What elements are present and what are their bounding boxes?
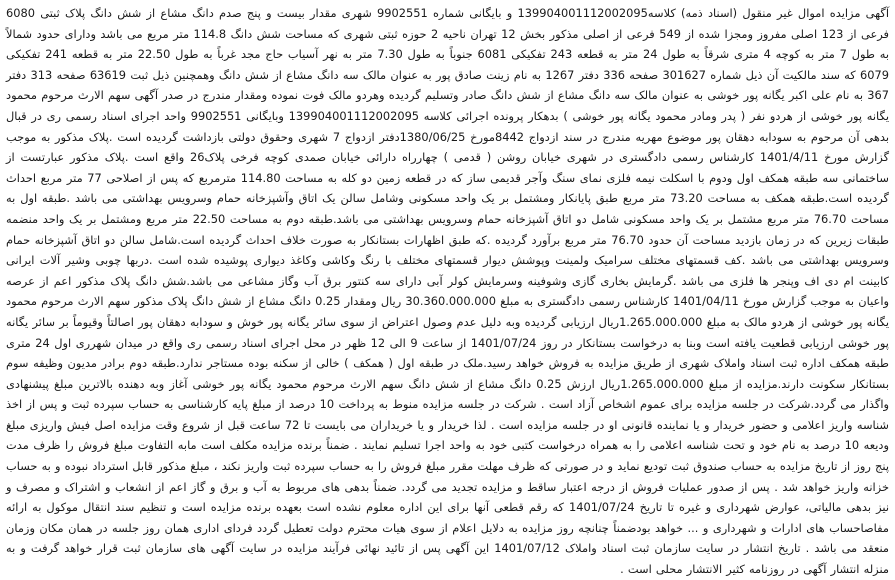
auction-notice-text: آگهی مزایده اموال غیر منقول (اسناد ذمه) کلاسه139904001112002095 و بایگانی شماره 9902551 شهری مقدار بیست و پنج صدم دانگ مشاع از شش دانگ پلاک ثبتی 6080 فرعی از 123 اصلی مفروز ومجزا شده از 549 فرعی از اصلی مذکور بخش 12 تهران ناحیه 2 حوزه ثبتی شهری که مساحت شش دانگ 114.8 متر مربع می باشد ودارای حدود شمالاً به طول 7 متر به کوچه 4 متری شرقاً به طول 24 متر به قطعه 243 تفکیکی 6081 جنوباً به طول 7.30 متر به نهر آسیاب حاج مجد غرباً به طول 22.50 متر به قطعه 241 تفکیکی 6079 که سند مالکیت آن ذیل شماره 301627 صفحه 336 دفتر 1267 به نام زینت صادق پور به عنوان مالک سه دانگ مشاع از شش دانگ وهمچنین ذیل ثبت 63619 صفحه 313 دفتر 367 به نام علی اکبر یگانه پور خوشی به عنوان مالک سه دانگ مشاع از شش دانگ صادر وتسلیم گردیده وهردو مالک فوت نموده ومقدار مندرج در صدر آگهی سهم الارث مرحوم محمود یگانه پور خوشی از هردو نفر ( پدر ومادر محمود یگانه پور خوشی ) بدهکار پرونده اجرائی کلاسه 139904001112002095 وبایگانی 9902551 واحد اجرای اسناد رسمی ری در قبال بدهی آن مرحوم به سودابه دهقان پور موضوع مهریه مندرج در سند ازدواج 8442مورخ 1380/06/25دفتر ازدواج 7 شهری وحقوق دولتی بازداشت گردیده است .پلاک مذکور به موجب گزارش مورخ 1401/4/11 کارشناس رسمی دادگستری در شهری خیابان روشن ( قدمی ) چهارراه دارائی خیابان صمدی کوچه فرخی پلاک26 واقع است .پلاک مذکور عبارتست از ساختمانی سه طبقه همکف اول ودوم با اسکلت نیمه فلزی نمای سنگ وآجر قدیمی ساز که در قطعه زمین دو کله به مساحت 114.80 مترمربع که پس از اصلاحی 77 متر مربع احداث گردیده است.طبقه همکف به مساحت 73.20 متر مربع طبق پایانکار ومشتمل بر یک واحد مسکونی وشامل سالن یک اتاق وآشپزخانه حمام وسرویس بهداشتی می باشد .طبقه اول به مساحت 76.70 متر مربع مشتمل بر یک واحد مسکونی شامل دو اتاق آشپزخانه حمام وسرویس بهداشتی می باشد.طبقه دوم به مساحت 22.50 متر مربع ومشتمل بر یک واحد منضمه طبقات زیرین که در زمان بازدید مساحت آن حدود 76.70 متر مربع برآورد گردیده .که طبق اظهارات بستانکار به صورت خلاف احداث گردیده است.شامل سالن دو اتاق آشپزخانه حمام وسرویس بهداشتی می باشد .کف قسمتهای مختلف سرامیک ولمینت وپوشش دیوار قسمتهای مختلف با رنگ وکاشی وکاغذ دیواری پوشیده شده است .دربها چوبی وشیر آلات ایرانی کابینت ام دی اف وپنجر ها فلزی می باشد .گرمایش بخاری گازی وشوفینه وسرمایش کولر آبی دارای سه کنتور برق آب وگاز مشاعی می باشد.شش دانگ پلاک مذکور اعم از عرصه واعیان به موجب گزارش مورخ 1401/04/11 کارشناس رسمی دادگستری به مبلغ 30.360.000.000 ریال ومقدار 0.25 دانگ مشاع از شش دانگ پلاک مذکور سهم الارث مرحوم محمود یگانه پور خوشی از هردو مالک به مبلغ 1.265.000.000ریال ارزیابی گردیده وبه دلیل عدم وصول اعتراض از سوی سائر یگانه پور خوش و سودابه دهقان پور اصالتاً وقیوماً بر سائر یگانه پور خوشی ارزیابی قطعیت یافته است وبنا به درخواست بستانکار در روز 1401/07/24 از ساعت 9 الی 12 ظهر در محل اجرای اسناد رسمی ری واقع در میدان شهرری اول 24 متری طبقه همکف اداره ثبت اسناد واملاک شهری از طریق مزایده به فروش خواهد رسید.ملک در طبقه اول ( همکف ) خالی از سکنه بوده مستاجر ندارد.طبقه دوم برادر مدیون وظیفه سوم بستانکار سکونت دارند.مزایده از مبلغ 1.265.000.000ریال ارزش 0.25 دانگ مشاع از شش دانگ سهم الارث مرحوم محمود یگانه پور خوشی آغاز وبه دهنده بالاترین مبلغ پیشنهادی واگذار می گردد.شرکت در جلسه مزایده برای عموم اشخاص آزاد است . شرکت در جلسه مزایده منوط به پرداخت 10 درصد از مبلغ پایه کارشناسی به حساب سپرده ثبت و پس از اخذ شناسه واریز اعلامی و حضور خریدار و یا نماینده قانونی او در جلسه مزایده است . لذا خریدار و یا خریداران می بایست تا 72 ساعت قبل از شروع وقت مزایده اصل فیش واریزی مبلغ ودیعه 10 درصد به نام خود و تحت شناسه اعلامی را به همراه درخواست کتبی خود به واحد اجرا تسلیم نمایند . ضمناً برنده مزایده مکلف است مابه التفاوت مبلغ فروش را ظرف مدت پنج روز از تاریخ مزایده به حساب صندوق ثبت تودیع نماید و در صورتی که ظرف مهلت مقرر مبلغ فروش را به حساب سپرده ثبت واریز نکند ، مبلغ مذکور قابل استرداد نبوده و به حساب خزانه واریز خواهد شد . پس از صدور عملیات فروش از درجه اعتبار ساقط و مزایده تجدید می گردد. ضمناً بدهی های مربوط به آب و برق و گاز اعم از انشعاب و اشتراک و مصرف و نیز بدهی مالیاتی، عوارض شهرداری و غیره تا تاریخ 1401/07/24 که رقم قطعی آنها برای این اداره معلوم نشده است بعهده برنده مزایده است و تنظیم سند انتقال موکول به ارائه مفاصاحساب های ادارات و شهرداری و ... خواهد بودضمناً چنانچه روز مزایده به دلایل اعلام از سوی هیات محترم دولت تعطیل گردد فردای اداری همان روز جلسه در همان مکان وزمان منعقد می باشد . تاریخ انتشار در سایت سازمان ثبت اسناد واملاک 1401/07/12 این آگهی پس از تائید نهائی فرآیند مزایده در سایت آگهی های سازمان ثبت قرار خواهد گرفت و به منزله انتشار آگهی در روزنامه کثیر الانتشار محلی است . (6, 6, 890, 577)
